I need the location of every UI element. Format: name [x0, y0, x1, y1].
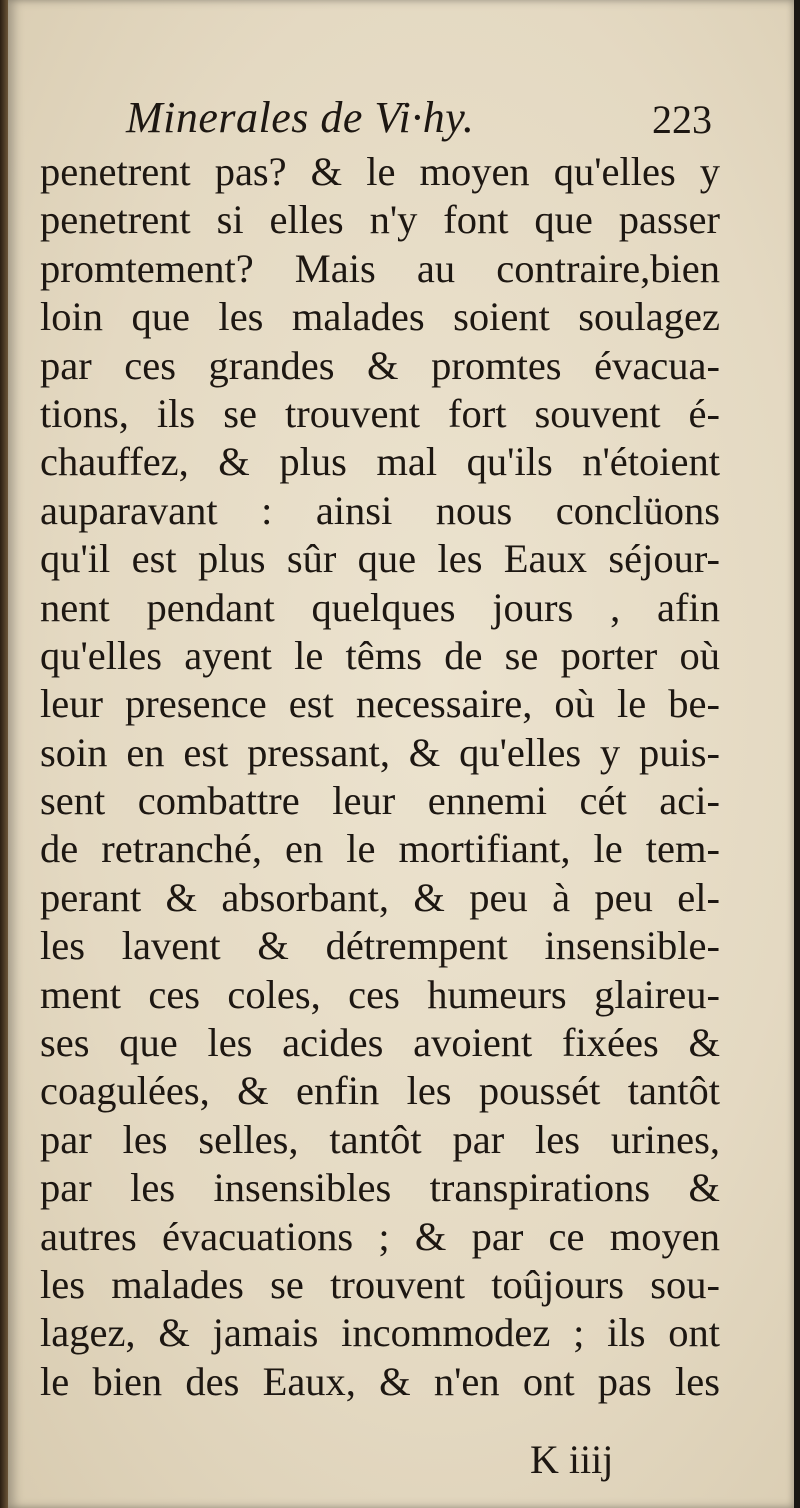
- text-line: penetrent si elles n'y font que passer: [40, 197, 720, 243]
- text-line: par ces grandes & promtes évacua-: [40, 342, 720, 388]
- signature-mark: K iiij: [530, 1437, 614, 1482]
- text-line: sent combattre leur ennemi cét aci-: [40, 778, 720, 824]
- text-line: loin que les malades soient soulagez: [40, 294, 720, 340]
- text-line: par les selles, tantôt par les urines,: [40, 1116, 720, 1162]
- text-line: les malades se trouvent toûjours sou-: [40, 1261, 720, 1307]
- page-header: [126, 92, 726, 156]
- text-line: les lavent & détrempent insensible-: [40, 923, 720, 969]
- body-text: [40, 148, 720, 1406]
- text-line: le bien des Eaux, & n'en ont pas les: [40, 1358, 720, 1404]
- text-line: par les insensibles transpirations &: [40, 1165, 720, 1211]
- text-line: penetrent pas? & le moyen qu'elles y: [40, 149, 720, 194]
- text-line: ment ces coles, ces humeurs glaireu-: [40, 971, 720, 1017]
- text-line: chauffez, & plus mal qu'ils n'étoient: [40, 439, 720, 485]
- text-line: qu'il est plus sûr que les Eaux séjour-: [40, 536, 720, 582]
- text-line: soin en est pressant, & qu'elles y puis-: [40, 729, 720, 775]
- text-line: coagulées, & enfin les poussét tantôt: [40, 1068, 720, 1114]
- text-line: auparavant : ainsi nous conclüons: [40, 487, 720, 533]
- text-line: leur presence est necessaire, où le be-: [40, 681, 720, 727]
- text-line: tions, ils se trouvent fort souvent é-: [40, 390, 720, 436]
- text-line: perant & absorbant, & peu à peu el-: [40, 874, 720, 920]
- text-line: qu'elles ayent le têms de se porter où: [40, 632, 720, 678]
- text-line: promtement? Mais au contraire,bien: [40, 245, 720, 291]
- running-title: Minerales de Vi·hy.: [126, 93, 475, 142]
- book-spine-edge: [0, 0, 8, 1508]
- text-line: lagez, & jamais incommodez ; ils ont: [40, 1310, 720, 1356]
- text-line: autres évacuations ; & par ce moyen: [40, 1213, 720, 1259]
- page-number: 223: [652, 97, 712, 142]
- text-line: nent pendant quelques jours , afin: [40, 584, 720, 630]
- text-line: ses que les acides avoient fixées &: [40, 1020, 720, 1066]
- text-line: de retranché, en le mortifiant, le tem-: [40, 826, 720, 872]
- book-page: [8, 0, 794, 1508]
